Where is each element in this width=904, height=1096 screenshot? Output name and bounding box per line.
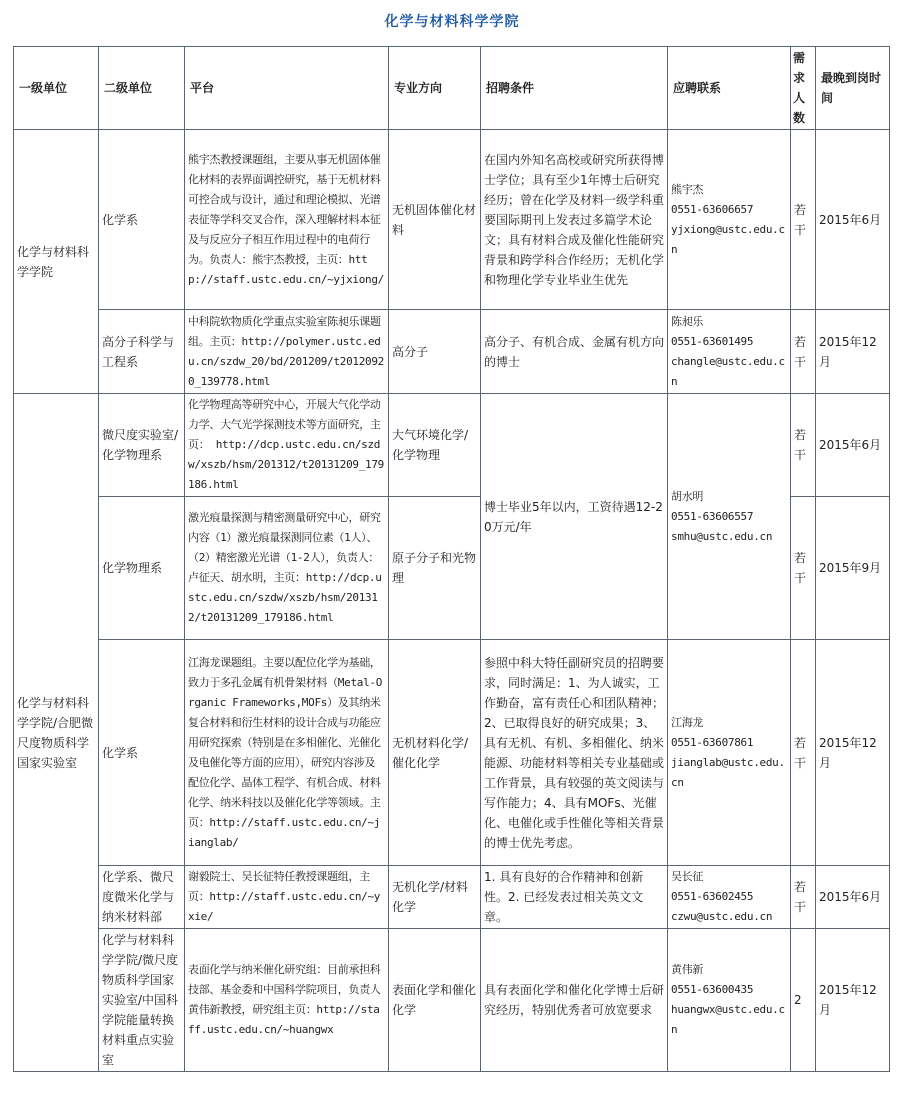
contact-email: huangwx@ustc.edu.cn <box>671 1003 785 1036</box>
table-row <box>14 130 890 310</box>
contact-cell <box>668 929 791 1072</box>
req-cell: 博士毕业5年以内，工资待遇12-20万元/年 <box>481 394 668 640</box>
date-cell: 2015年9月 <box>816 497 890 640</box>
platform-cell: 江海龙课题组。主要以配位化学为基础，致力于多孔金属有机骨架材料（Metal-Organic Frameworks,MOFs）及其纳米复合材料和衍生材料的设计合成与功能应用研究探索（特别是在多相催化、光催化及电催化等方面的应用），研究内容涉及配位化学、晶体工程学、有机合成、材料化学、纳米科技以及催化化学等领域。主页：http://staff.ustc.edu.cn/~jianglab/ <box>185 640 389 866</box>
contact-phone: 0551-63607861 <box>671 735 754 749</box>
unit-cell: 化学与材料科学学院/合肥微尺度物质科学国家实验室 <box>14 394 99 1072</box>
num-cell: 若干 <box>791 640 816 866</box>
table-row <box>14 866 890 929</box>
contact-email: jianglab@ustc.edu.cn <box>671 755 785 789</box>
platform-cell: 表面化学与纳米催化研究组：目前承担科技部、基金委和中国科学院项目，负责人黄伟新教授，研究组主页：http://staff.ustc.edu.cn/~huangwx <box>185 929 389 1072</box>
contact-phone: 0551-63606557 <box>671 509 754 523</box>
contact-name: 熊宇杰 <box>671 182 704 196</box>
req-cell: 具有表面化学和催化化学博士后研究经历，特别优秀者可放宽要求 <box>481 929 668 1072</box>
req-cell: 1. 具有良好的合作精神和创新性。2. 已经发表过相关英文文章。 <box>481 866 668 929</box>
contact-cell <box>668 130 791 310</box>
date-cell: 2015年6月 <box>816 394 890 497</box>
contact-email: czwu@ustc.edu.cn <box>671 910 773 923</box>
platform-cell: 化学物理高等研究中心，开展大气化学动力学、大气光学探测技术等方面研究，主页： http://dcp.ustc.edu.cn/szdw/xszb/hsm/201312/t20131209_179186.html <box>185 394 389 497</box>
contact-name: 吴长征 <box>671 870 704 883</box>
num-cell: 2 <box>791 929 816 1072</box>
contact-name: 胡水明 <box>671 489 704 503</box>
field-cell: 大气环境化学/化学物理 <box>389 394 481 497</box>
platform-cell: 谢毅院士、吴长征特任教授课题组，主页：http://staff.ustc.edu.cn/~yxie/ <box>185 866 389 929</box>
recruitment-table <box>13 46 890 1072</box>
contact-name: 陈昶乐 <box>671 314 704 328</box>
num-cell: 若干 <box>791 497 816 640</box>
contact-email: changle@ustc.edu.cn <box>671 354 785 388</box>
contact-email: smhu@ustc.edu.cn <box>671 529 773 543</box>
header-cell: 招聘条件 <box>481 47 668 130</box>
field-cell: 原子分子和光物理 <box>389 497 481 640</box>
contact-cell <box>668 394 791 640</box>
table-row <box>14 310 890 394</box>
dept-cell: 化学系、微尺度微米化学与纳米材料部 <box>99 866 185 929</box>
contact-phone: 0551-63600435 <box>671 983 754 996</box>
header-row <box>14 47 890 130</box>
num-cell: 若干 <box>791 310 816 394</box>
field-cell: 无机材料化学/催化化学 <box>389 640 481 866</box>
contact-email: yjxiong@ustc.edu.cn <box>671 222 785 256</box>
platform-cell: 激光痕量探测与精密测量研究中心，研究内容（1）激光痕量探测同位素（1人）、（2）精密激光光谱（1-2人），负责人：卢征天、胡水明，主页：http://dcp.ustc.edu.cn/szdw/xszb/hsm/201312/t20131209_179186.html <box>185 497 389 640</box>
contact-phone: 0551-63602455 <box>671 890 754 903</box>
dept-cell: 化学系 <box>99 640 185 866</box>
contact-name: 江海龙 <box>671 715 704 729</box>
table-row <box>14 394 890 497</box>
contact-cell <box>668 866 791 929</box>
contact-phone: 0551-63606657 <box>671 202 754 216</box>
contact-cell <box>668 640 791 866</box>
req-cell: 在国内外知名高校或研究所获得博士学位；具有至少1年博士后研究经历；曾在化学及材料一级学科重要国际期刊上发表过多篇学术论文；具有材料合成及催化性能研究背景和跨学科合作经历；无机化学和物理化学专业毕业生优先 <box>481 130 668 310</box>
contact-cell <box>668 310 791 394</box>
header-cell: 最晚到岗时间 <box>816 47 890 130</box>
date-cell: 2015年6月 <box>816 866 890 929</box>
table-row <box>14 929 890 1072</box>
header-cell: 二级单位 <box>99 47 185 130</box>
dept-cell: 高分子科学与工程系 <box>99 310 185 394</box>
num-cell: 若干 <box>791 130 816 310</box>
field-cell: 高分子 <box>389 310 481 394</box>
dept-cell: 化学与材料科学学院/微尺度物质科学国家实验室/中国科学院能量转换材料重点实验室 <box>99 929 185 1072</box>
header-cell: 应聘联系 <box>668 47 791 130</box>
page-title: 化学与材料科学学院 <box>384 14 520 30</box>
dept-cell: 微尺度实验室/化学物理系 <box>99 394 185 497</box>
header-cell: 平台 <box>185 47 389 130</box>
unit-cell: 化学与材料科学学院 <box>14 130 99 394</box>
header-cell: 专业方向 <box>389 47 481 130</box>
num-cell: 若干 <box>791 866 816 929</box>
req-cell: 参照中科大特任副研究员的招聘要求，同时满足：1、为人诚实，工作勤奋，富有责任心和团队精神； 2、已取得良好的研究成果；3、具有无机、有机、多相催化、纳米能源、功能材料等相关专业基础或工作背景，具有较强的英文阅读与写作能力；4、具有MOFs、光催化、电催化或手性催化等相关背景的博士优先考虑。 <box>481 640 668 866</box>
contact-name: 黄伟新 <box>671 963 704 976</box>
date-cell: 2015年6月 <box>816 130 890 310</box>
platform-cell: 中科院软物质化学重点实验室陈昶乐课题组。主页：http://polymer.ustc.edu.cn/szdw_20/bd/201209/t20120920_139778.html <box>185 310 389 394</box>
req-cell: 高分子、有机合成、金属有机方向的博士 <box>481 310 668 394</box>
header-cell: 需求人数 <box>791 47 816 130</box>
table-row <box>14 640 890 866</box>
dept-cell: 化学物理系 <box>99 497 185 640</box>
field-cell: 无机固体催化材料 <box>389 130 481 310</box>
field-cell: 表面化学和催化化学 <box>389 929 481 1072</box>
date-cell: 2015年12月 <box>816 310 890 394</box>
date-cell: 2015年12月 <box>816 640 890 866</box>
contact-phone: 0551-63601495 <box>671 334 754 348</box>
platform-cell: 熊宇杰教授课题组，主要从事无机固体催化材料的表界面调控研究，基于无机材料可控合成与设计，通过和理论模拟、光谱表征等学科交叉合作，深入理解材料本征及与反应分子相互作用过程中的电荷行为。负责人：熊宇杰教授，主页：http://staff.ustc.edu.cn/~yjxiong/ <box>185 130 389 310</box>
date-cell: 2015年12月 <box>816 929 890 1072</box>
header-cell: 一级单位 <box>14 47 99 130</box>
dept-cell: 化学系 <box>99 130 185 310</box>
field-cell: 无机化学/材料化学 <box>389 866 481 929</box>
num-cell: 若干 <box>791 394 816 497</box>
